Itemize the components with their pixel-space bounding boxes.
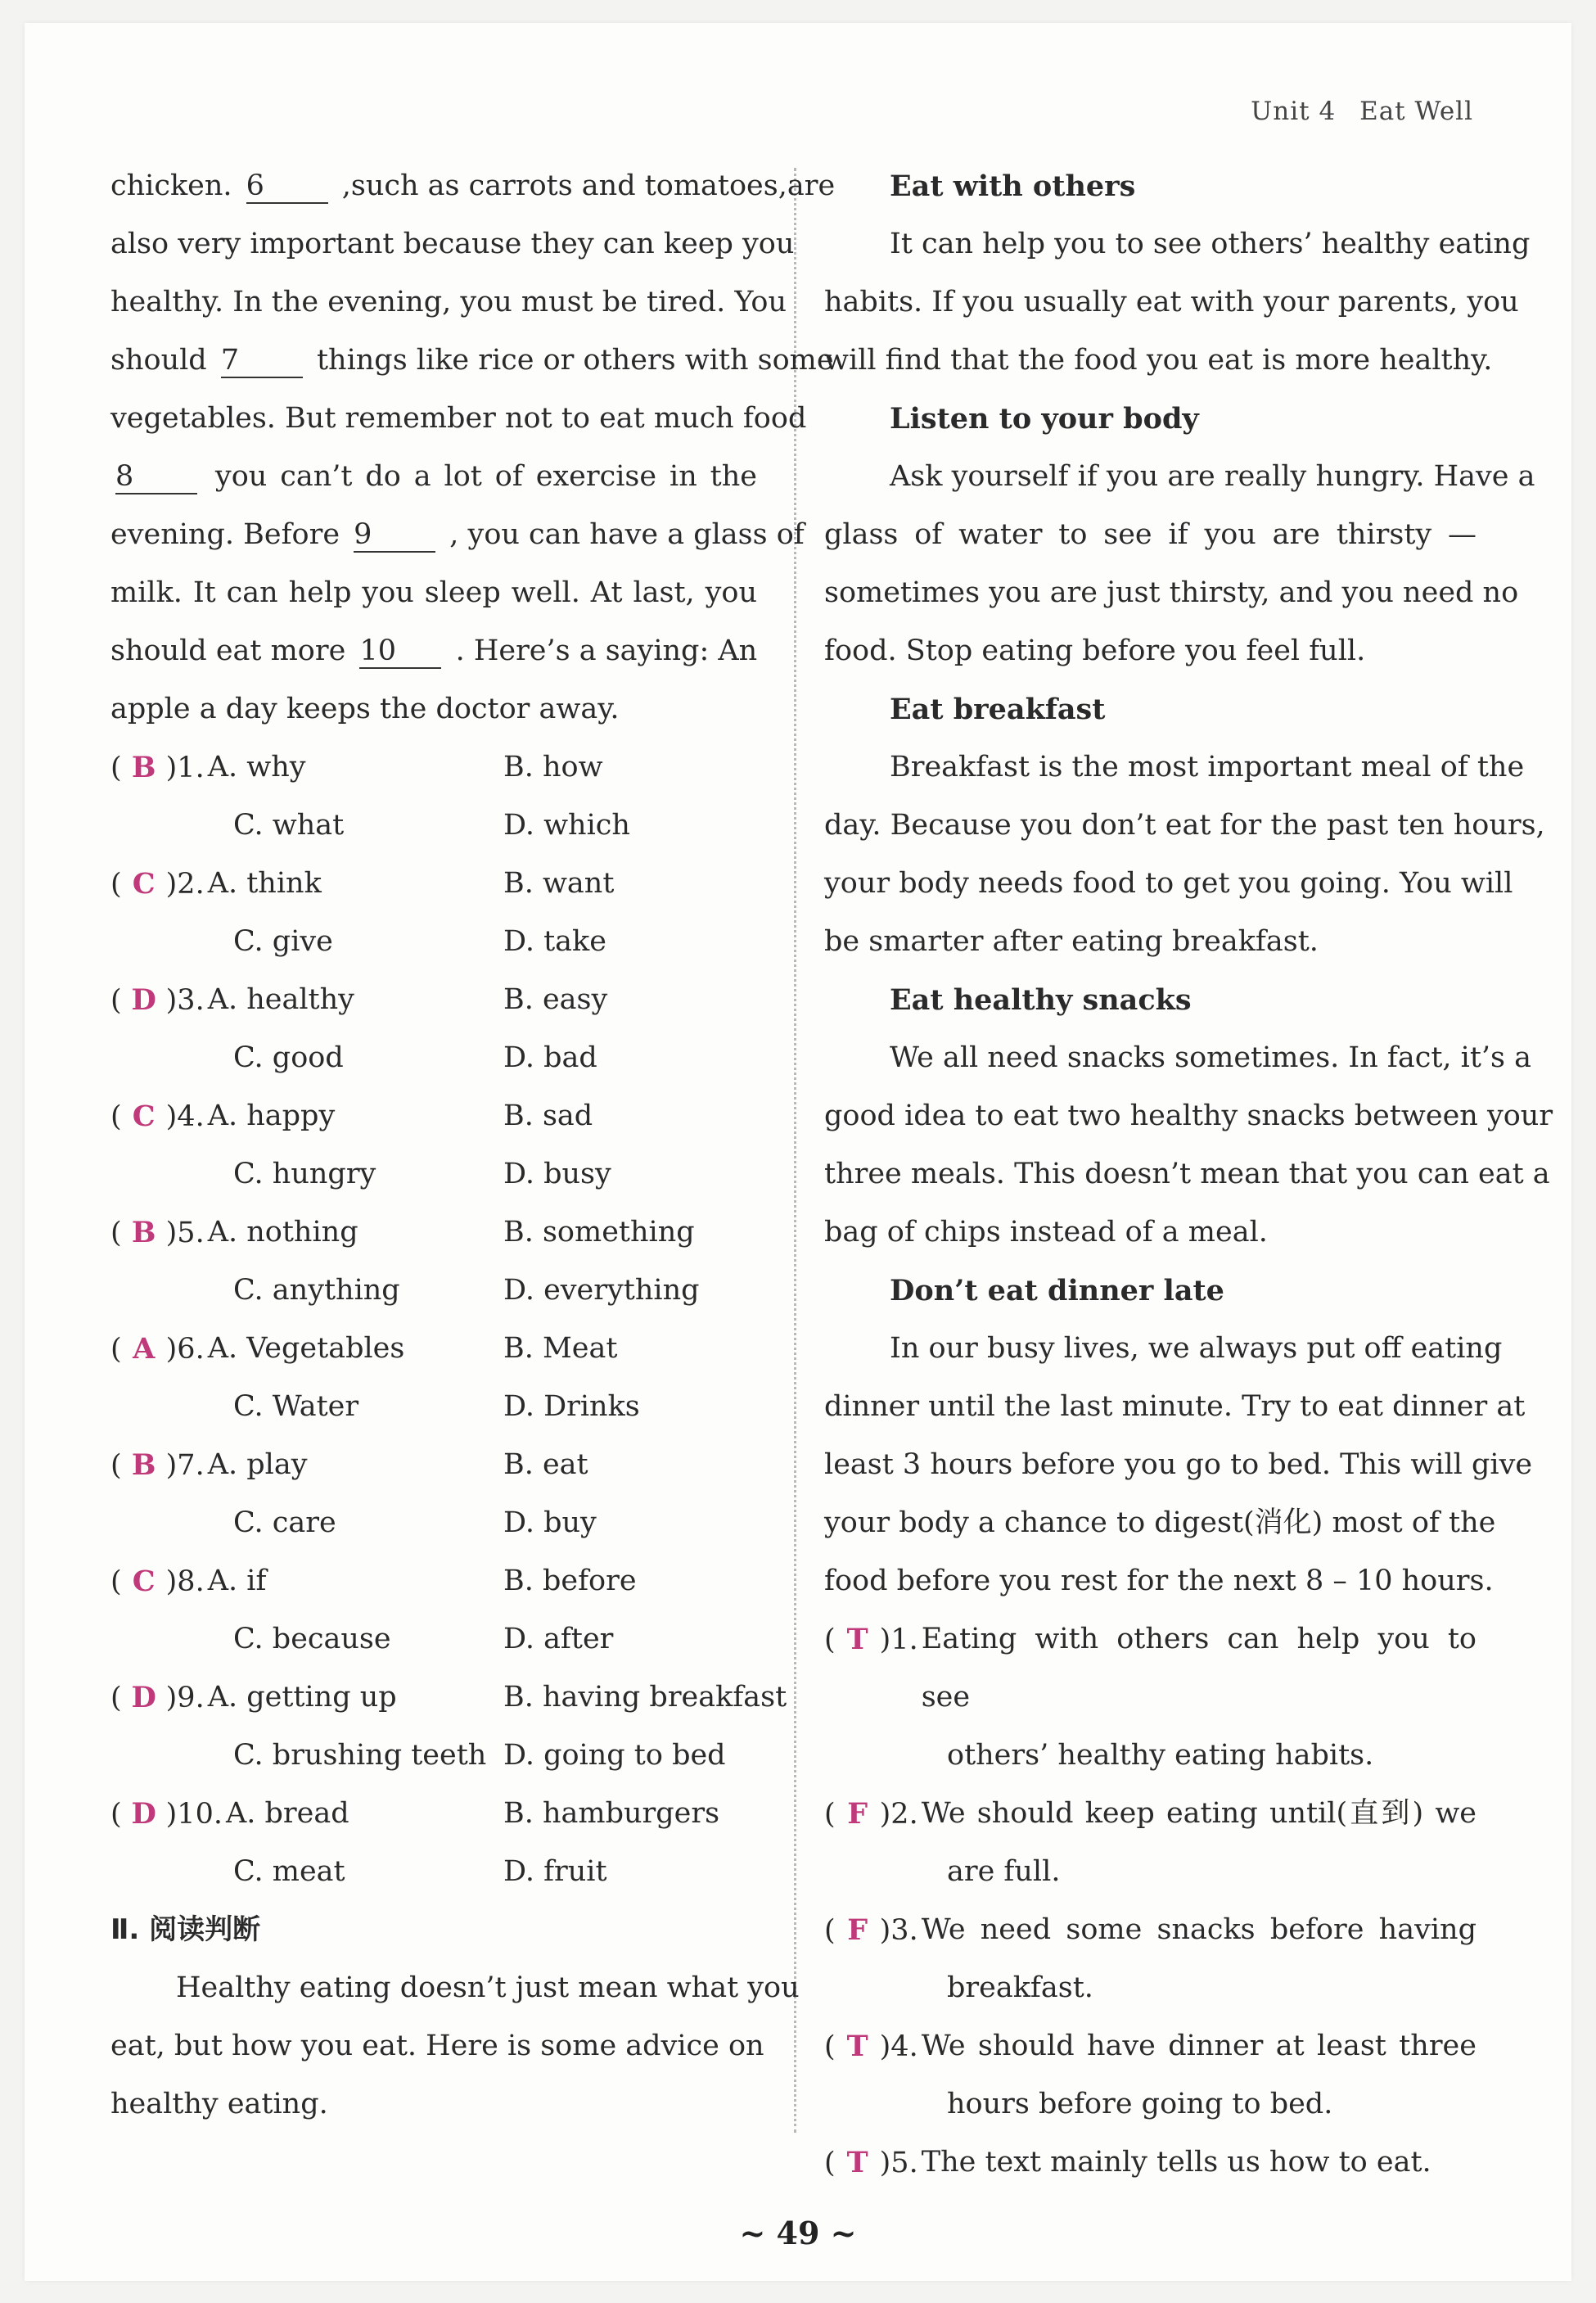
question-row xyxy=(110,1436,757,1494)
unit-label: Unit 4 xyxy=(1251,97,1337,126)
passage-line: should eat more 10 . Here’s a saying: An xyxy=(110,634,758,667)
question-row-2 xyxy=(110,1378,757,1436)
question-row-2 xyxy=(110,797,757,855)
question-row-2 xyxy=(110,1262,757,1320)
passage-line: should 7 things like rice or others with some xyxy=(110,344,834,377)
page-header xyxy=(1236,97,1473,126)
option-a: A. happy xyxy=(207,1100,336,1132)
tf-item xyxy=(824,2134,1477,2192)
option-c: C. because xyxy=(233,1623,391,1655)
tf-statement: We should have dinner at least three xyxy=(921,2030,1477,2062)
passage-line: apple a day keeps the doctor away. xyxy=(110,693,620,725)
section-heading: Eat breakfast xyxy=(890,693,1106,726)
page-number: ~ 49 ~ xyxy=(739,2215,857,2251)
tf-number: ( F )2. xyxy=(824,1785,918,1844)
option-b: B. before xyxy=(503,1565,637,1597)
answer-mark: D xyxy=(131,1797,156,1831)
tf-number: ( T )5. xyxy=(824,2134,918,2192)
passage-line: 8 you can’t do a lot of exercise in the xyxy=(115,460,757,493)
question-row xyxy=(110,1320,757,1378)
option-a: A. if xyxy=(207,1565,267,1597)
question-row xyxy=(110,1087,757,1145)
answer-mark: A xyxy=(133,1332,156,1366)
section-title: Ⅱ. 阅读判断 xyxy=(110,1913,261,1946)
option-d: D. everything xyxy=(503,1274,700,1307)
passage-line: chicken. 6 ,such as carrots and tomatoes,are xyxy=(110,169,836,202)
answer-mark: B xyxy=(131,1448,156,1482)
question-row xyxy=(110,1785,757,1843)
question-number: ( B )5. xyxy=(110,1203,205,1262)
passage-line: vegetables. But remember not to eat much food xyxy=(110,402,807,435)
section-heading: Listen to your body xyxy=(890,402,1199,436)
article-line: It can help you to see others’ healthy eating xyxy=(890,228,1531,260)
answer-mark: D xyxy=(131,983,156,1017)
column-divider xyxy=(794,168,796,2133)
option-a: A. healthy xyxy=(207,983,354,1016)
option-b: B. how xyxy=(503,751,603,783)
question-number: ( D )10. xyxy=(110,1785,223,1844)
answer-mark: D xyxy=(131,1681,156,1714)
tf-item xyxy=(824,1610,1477,1785)
answer-mark: T xyxy=(846,2030,868,2063)
article-line: dinner until the last minute. Try to eat dinner at xyxy=(824,1390,1526,1423)
option-d: D. bad xyxy=(503,1041,597,1074)
question-row xyxy=(110,855,757,913)
tf-statement-cont: breakfast. xyxy=(947,1971,1093,2004)
option-d: D. fruit xyxy=(503,1855,607,1888)
option-a: A. bread xyxy=(225,1797,349,1830)
left-column xyxy=(110,157,836,2134)
article-line: least 3 hours before you go to bed. This will give xyxy=(824,1448,1533,1481)
answer-mark: B xyxy=(131,751,156,784)
question-row-2 xyxy=(110,1843,757,1901)
reading-article xyxy=(824,157,1553,1610)
tf-statement-cont: are full. xyxy=(947,1855,1061,1888)
question-row-2 xyxy=(110,1727,757,1785)
answer-mark: C xyxy=(132,1100,156,1133)
article-line: Breakfast is the most important meal of the xyxy=(890,751,1525,783)
option-d: D. buy xyxy=(503,1506,597,1539)
tf-number: ( T )1. xyxy=(824,1610,918,1669)
question-number: ( C )8. xyxy=(110,1552,205,1611)
question-row-2 xyxy=(110,913,757,971)
option-d: D. going to bed xyxy=(503,1739,726,1772)
question-row xyxy=(110,1552,757,1610)
article-line: three meals. This doesn’t mean that you can eat a xyxy=(824,1158,1550,1190)
blank-number: 10 xyxy=(359,634,441,669)
answer-mark: T xyxy=(846,2146,868,2179)
tf-item xyxy=(824,1785,1477,1901)
tf-number: ( F )3. xyxy=(824,1901,918,1960)
tf-statement: The text mainly tells us how to eat. xyxy=(921,2146,1431,2179)
answer-mark: F xyxy=(847,1797,868,1831)
passage-line: evening. Before 9 , you can have a glass of xyxy=(110,518,805,551)
option-b: B. easy xyxy=(503,983,608,1016)
option-a: A. Vegetables xyxy=(207,1332,405,1365)
tf-statement: We need some snacks before having xyxy=(921,1913,1477,1946)
question-number: ( D )3. xyxy=(110,971,205,1030)
option-a: A. why xyxy=(207,751,306,783)
option-c: C. good xyxy=(233,1041,344,1074)
answer-mark: B xyxy=(131,1216,156,1249)
article-line: will find that the food you eat is more healthy. xyxy=(824,344,1493,377)
question-row-2 xyxy=(110,1610,757,1669)
intro-line: Healthy eating doesn’t just mean what you xyxy=(176,1971,800,2004)
article-line: bag of chips instead of a meal. xyxy=(824,1216,1268,1249)
answer-mark: T xyxy=(846,1623,868,1656)
answer-mark: F xyxy=(847,1913,868,1947)
answer-mark: C xyxy=(132,867,156,901)
answer-mark: C xyxy=(132,1565,156,1598)
option-a: A. play xyxy=(207,1448,308,1481)
tf-item xyxy=(824,1901,1477,2017)
cloze-passage xyxy=(110,157,836,738)
tf-statement: Eating with others can help you to see xyxy=(921,1623,1477,1714)
blank-number: 7 xyxy=(221,344,303,378)
article-line: food before you rest for the next 8 – 10 hours. xyxy=(824,1565,1494,1597)
option-c: C. meat xyxy=(233,1855,345,1888)
tf-statement: We should keep eating until(直到) we xyxy=(921,1797,1477,1830)
option-a: A. nothing xyxy=(207,1216,358,1249)
option-c: C. what xyxy=(233,809,345,842)
section-heading: Eat healthy snacks xyxy=(890,983,1192,1017)
intro-line: healthy eating. xyxy=(110,2088,328,2120)
article-line: food. Stop eating before you feel full. xyxy=(824,634,1366,667)
article-line: your body a chance to digest(消化) most of the xyxy=(824,1506,1496,1539)
question-row-2 xyxy=(110,1145,757,1203)
question-number: ( D )9. xyxy=(110,1669,205,1727)
article-line: In our busy lives, we always put off eating xyxy=(890,1332,1503,1365)
right-column xyxy=(824,157,1553,2192)
question-row xyxy=(110,1669,787,1727)
true-false-questions xyxy=(824,1610,1477,2192)
option-c: C. brushing teeth xyxy=(233,1739,487,1772)
option-a: A. think xyxy=(207,867,322,900)
option-b: B. hamburgers xyxy=(503,1797,720,1830)
article-line: good idea to eat two healthy snacks between your xyxy=(824,1100,1553,1132)
unit-title: Eat Well xyxy=(1359,97,1473,126)
article-line: habits. If you usually eat with your parents, you xyxy=(824,286,1519,318)
article-line: glass of water to see if you are thirsty — xyxy=(824,518,1477,551)
option-b: B. sad xyxy=(503,1100,593,1132)
option-d: D. which xyxy=(503,809,630,842)
option-c: C. Water xyxy=(233,1390,359,1423)
question-number: ( A )6. xyxy=(110,1320,205,1379)
tf-statement-cont: hours before going to bed. xyxy=(947,2088,1333,2120)
intro-line: eat, but how you eat. Here is some advice on xyxy=(110,2030,764,2062)
blank-number: 8 xyxy=(115,460,197,494)
question-row xyxy=(110,738,757,797)
question-number: ( C )2. xyxy=(110,855,205,914)
article-line: sometimes you are just thirsty, and you need no xyxy=(824,576,1519,609)
question-row xyxy=(110,1203,757,1262)
question-row-2 xyxy=(110,1494,757,1552)
passage-line: milk. It can help you sleep well. At last, you xyxy=(110,576,757,609)
section-heading: Don’t eat dinner late xyxy=(890,1274,1224,1307)
option-d: D. take xyxy=(503,925,606,958)
section-heading: Eat with others xyxy=(890,169,1136,203)
question-row xyxy=(110,971,757,1029)
option-c: C. anything xyxy=(233,1274,400,1307)
option-d: D. busy xyxy=(503,1158,611,1190)
option-a: A. getting up xyxy=(207,1681,397,1714)
reading-intro xyxy=(110,1959,800,2134)
article-line: Ask yourself if you are really hungry. Have a xyxy=(890,460,1535,493)
question-number: ( C )4. xyxy=(110,1087,205,1146)
article-line: your body needs food to get you going. You will xyxy=(824,867,1513,900)
option-d: D. after xyxy=(503,1623,614,1655)
cloze-questions xyxy=(110,738,787,1901)
option-c: C. hungry xyxy=(233,1158,376,1190)
option-b: B. eat xyxy=(503,1448,588,1481)
tf-number: ( T )4. xyxy=(824,2017,918,2076)
tf-item xyxy=(824,2017,1477,2134)
passage-line: also very important because they can keep you xyxy=(110,228,795,260)
option-c: C. care xyxy=(233,1506,336,1539)
option-b: B. having breakfast xyxy=(503,1681,787,1714)
option-b: B. Meat xyxy=(503,1332,618,1365)
option-d: D. Drinks xyxy=(503,1390,640,1423)
question-number: ( B )7. xyxy=(110,1436,205,1495)
blank-number: 6 xyxy=(246,169,328,204)
option-b: B. want xyxy=(503,867,615,900)
question-row-2 xyxy=(110,1029,757,1087)
article-line: We all need snacks sometimes. In fact, it’s a xyxy=(890,1041,1531,1074)
blank-number: 9 xyxy=(354,518,435,553)
option-c: C. give xyxy=(233,925,333,958)
tf-statement-cont: others’ healthy eating habits. xyxy=(947,1739,1374,1772)
question-number: ( B )1. xyxy=(110,738,205,797)
option-b: B. something xyxy=(503,1216,695,1249)
passage-line: healthy. In the evening, you must be tired. You xyxy=(110,286,787,318)
article-line: day. Because you don’t eat for the past ten hours, xyxy=(824,809,1545,842)
article-line: be smarter after eating breakfast. xyxy=(824,925,1319,958)
